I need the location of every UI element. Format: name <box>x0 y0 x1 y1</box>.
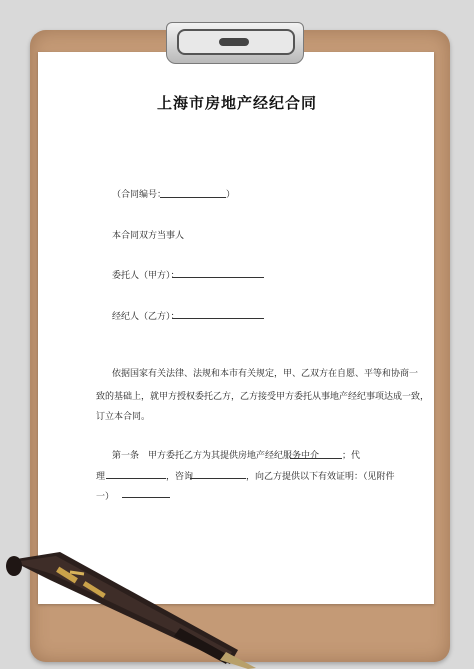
article1-line-2-end: ，向乙方提供以下有效证明：（见附件 <box>246 472 395 482</box>
contract-number-blank[interactable] <box>160 197 226 198</box>
document-title: 上海市房地产经纪合同 <box>156 94 317 112</box>
article1-line-3: 一） <box>96 492 115 502</box>
fountain-pen-icon <box>0 540 260 669</box>
contract-number-label: （合同编号： <box>112 190 167 200</box>
contract-number-close: ） <box>226 190 236 200</box>
article1-line-1: 第一条 甲方委托乙方为其提供房地产经纪服务中介 <box>112 451 320 461</box>
article1-line-1-end: ；代 <box>342 451 361 461</box>
parties-heading: 本合同双方当事人 <box>112 231 185 241</box>
article1-line-2-start: 理 <box>96 472 106 482</box>
article1-line-2-consult: ，咨询 <box>166 472 194 482</box>
contract-paper <box>38 52 434 604</box>
article1-consult-blank[interactable] <box>190 478 246 479</box>
broker-blank[interactable] <box>172 318 264 319</box>
paragraph-line-3: 订立本合同。 <box>96 412 151 422</box>
article1-service-blank[interactable] <box>290 458 342 459</box>
broker-label: 经纪人（乙方）： <box>112 312 180 322</box>
principal-blank[interactable] <box>172 277 264 278</box>
paragraph-line-1: 依据国家有关法律、法规和本市有关规定，甲、乙双方在自愿、平等和协商一 <box>112 369 419 379</box>
metal-clip-icon <box>166 22 304 64</box>
paragraph-line-2: 致的基础上，就甲方授权委托乙方，乙方接受甲方委托从事地产经纪事项达成一致， <box>96 392 430 402</box>
principal-label: 委托人（甲方）： <box>112 271 180 281</box>
article1-agency-blank[interactable] <box>106 478 166 479</box>
article1-attachment-blank[interactable] <box>122 497 170 498</box>
